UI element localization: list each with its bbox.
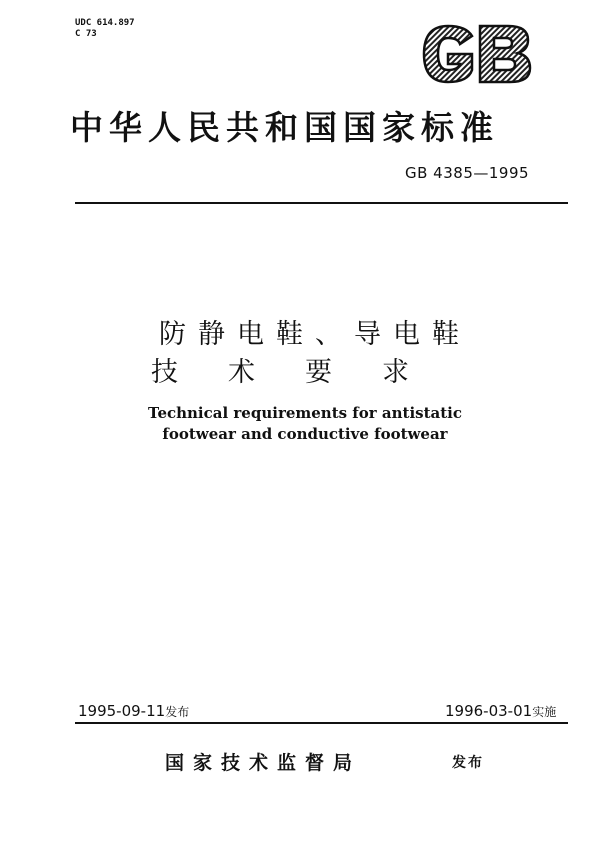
logo-text: GB (418, 22, 420, 23)
standard-number: GB 4385—1995 (405, 164, 530, 182)
document-title-cn-line-2: 技术要求 (151, 357, 459, 388)
issue-date (78, 702, 189, 720)
document-title-en-line-2: footwear and conductive footwear (162, 425, 448, 443)
main-title: 中华人民共和国国家标准 (70, 108, 499, 147)
udc-code: UDC 614.897 (75, 18, 135, 28)
gb-logo (418, 22, 534, 86)
issuer-name: 国家技术监督局 (165, 752, 362, 774)
ccs-code: C 73 (75, 29, 97, 39)
implementation-date (445, 702, 556, 720)
document-title-cn-line-1: 防静电鞋、导电鞋 (159, 319, 471, 350)
top-divider (75, 202, 568, 204)
implementation-date-suffix: 实施 (532, 705, 557, 719)
issue-date-value: 1995-09-11 (78, 702, 166, 720)
issuer-suffix: 发布 (452, 755, 484, 771)
issue-date-suffix: 发布 (165, 705, 190, 719)
implementation-date-value: 1996-03-01 (445, 702, 533, 720)
bottom-divider (75, 722, 568, 724)
classification-codes (75, 18, 135, 40)
document-title-en-line-1: Technical requirements for antistatic (148, 404, 462, 422)
